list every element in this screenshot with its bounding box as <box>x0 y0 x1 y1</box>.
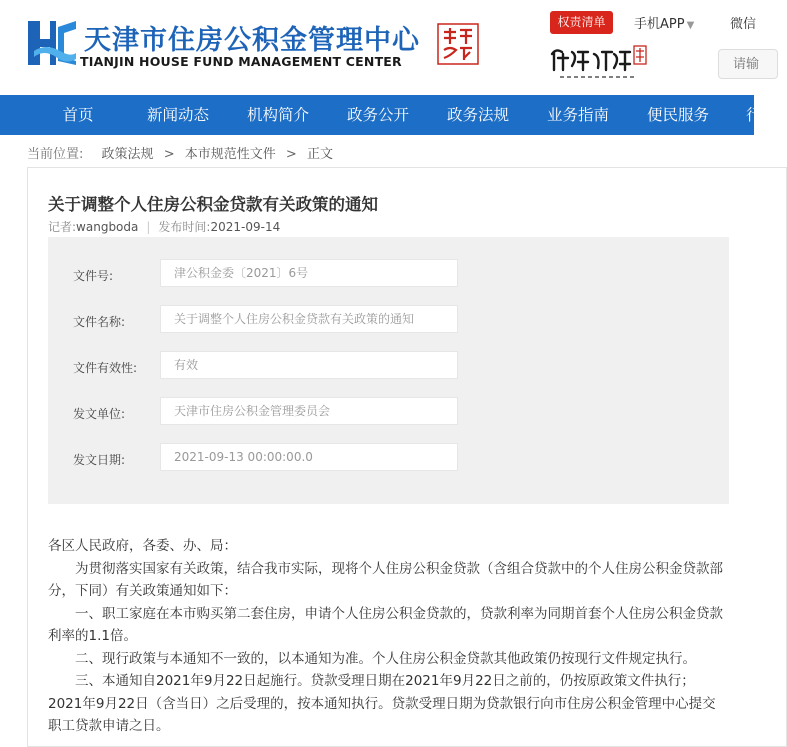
issuer-field: 天津市住房公积金管理委员会 <box>160 397 458 425</box>
body-paragraph-salutation: 各区人民政府，各委、办、局： <box>48 538 237 554</box>
nav-item-regulations[interactable]: 政务法规 <box>446 106 509 124</box>
breadcrumb-item-policy[interactable]: 政策法规 <box>101 147 154 162</box>
issue-date-field: 2021-09-13 00:00:00.0 <box>160 443 458 471</box>
mobile-app-link[interactable] <box>634 13 694 32</box>
mobile-app-label: 手机APP <box>634 17 685 32</box>
chevron-down-icon: ▼ <box>686 20 695 31</box>
meta-divider: | <box>146 220 151 234</box>
nav-item-guide[interactable]: 业务指南 <box>546 106 609 124</box>
article-title: 关于调整个人住房公积金贷款有关政策的通知 <box>48 195 378 214</box>
doc-validity-label: 文件有效性: <box>73 361 138 375</box>
body-paragraph-item-3: 三、本通知自2021年9月22日起施行。贷款受理日期在2021年9月22日之前的，仍按原政策文件执行；2021年9月22日（含当日）之后受理的，按本通知执行。贷款受理日期为贷款银行向市住房公积金管理中心提交职工贷款申请之日。 <box>48 673 716 734</box>
nav-item-home[interactable]: 首页 <box>62 106 94 124</box>
search-input[interactable] <box>719 50 777 78</box>
breadcrumb-item-current: 正文 <box>306 147 333 162</box>
article-meta <box>48 218 280 235</box>
tjhf-logo[interactable] <box>26 17 78 69</box>
site-subtitle: TIANJIN HOUSE FUND MANAGEMENT CENTER <box>80 54 402 69</box>
tianjin-seal-logo <box>436 22 480 68</box>
issue-date-label: 发文日期: <box>73 453 126 467</box>
site-title: 天津市住房公积金管理中心 <box>84 25 420 56</box>
nav-item-services[interactable]: 便民服务 <box>646 106 709 124</box>
breadcrumb-lead: 当前位置: <box>27 147 84 162</box>
wechat-link[interactable]: 微信 <box>730 17 757 32</box>
reporter-value: wangboda <box>76 220 139 234</box>
body-paragraph-item-2: 二、现行政策与本通知不一致的，以本通知为准。个人住房公积金贷款其他政策仍按现行文件规定执行。 <box>75 650 696 667</box>
nav-item-gov-open[interactable]: 政务公开 <box>346 106 409 124</box>
doc-number-field: 津公积金委〔2021〕6号 <box>160 259 458 287</box>
site-header <box>0 0 757 95</box>
article-body <box>48 535 728 738</box>
document-info-box <box>48 237 729 504</box>
qzqd-button[interactable]: 权责清单 <box>550 11 613 34</box>
publish-time-value: 2021-09-14 <box>210 220 281 234</box>
doc-validity-field: 有效 <box>160 351 458 379</box>
publish-time-label: 发布时间: <box>158 220 211 234</box>
main-nav <box>0 95 762 135</box>
breadcrumb <box>27 143 333 162</box>
doc-name-label: 文件名称: <box>73 315 126 329</box>
article-panel <box>27 167 787 747</box>
nav-item-more[interactable]: 行 <box>746 106 762 124</box>
body-paragraph-intro: 为贯彻落实国家有关政策，结合我市实际，现将个人住房公积金贷款（含组合贷款中的个人住房公积金贷款部分，下同）有关政策通知如下： <box>48 560 723 599</box>
reporter-label: 记者: <box>48 220 77 234</box>
search-box[interactable] <box>718 49 778 79</box>
doc-name-field: 关于调整个人住房公积金贷款有关政策的通知 <box>160 305 458 333</box>
breadcrumb-separator: > <box>163 147 175 162</box>
breadcrumb-separator: > <box>285 147 297 162</box>
issuer-label: 发文单位: <box>73 407 126 421</box>
nav-item-news[interactable]: 新闻动态 <box>146 106 209 124</box>
lianjie-banner-logo[interactable] <box>548 42 648 82</box>
doc-number-label: 文件号: <box>73 269 114 283</box>
body-paragraph-item-1: 一、职工家庭在本市购买第二套住房，申请个人住房公积金贷款的，贷款利率为同期首套个人住房公积金贷款利率的1.1倍。 <box>48 605 723 644</box>
nav-item-about[interactable]: 机构简介 <box>246 106 309 124</box>
breadcrumb-item-local-docs[interactable]: 本市规范性文件 <box>184 147 276 162</box>
